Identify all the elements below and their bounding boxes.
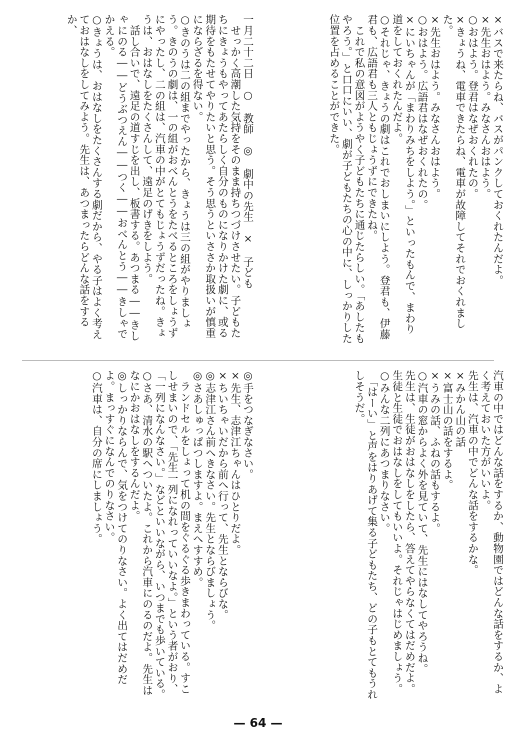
section-divider: [22, 360, 494, 361]
top-text-block-2: 一月二十二日 ○ 教師 ◎ 劇中の先生 × 子ども せっかく高潮した気持をそのまま持ちつづけさせたい。子どもたちにきょうもやってあたらしく自分のものになりかけた劇に、或る期待をもたせてやりたいと思う。そう思うといささか取扱いが慎重にならざるを得ない。 ○きのうは二の組までやったから、きょうは三の組がやりましょう。きのうの劇は、一の組がおべんとうをたべるところをしょうずにやったし、二の組は、汽車の中がとてもじょうずだったね。きょうは、おはなしをたくさんして、遠足のげきをしよう。 話し合いで、遠足の道すじを出し、板書する。あつまる――きしゃにのる――どうぶつえん――つく――おべんとう――きしゃでかえる。 ○きょうは、おはなしをたくさんする劇だから、やる子はよく考えておはなしをしてみよう。先生は、あつまったらどんな話をするか、: [65, 14, 254, 341]
bottom-text-block-1: 汽車の中ではどんな話をするか、動物園ではどんな話をするか、よく考えておいた方がいいよ。 先生は、汽車の中でどんな話をするかな。 ×みかん山の話 ×富士山の話をするよ。 ×うみの話、ふねの話もするよ。 ○汽車の窓からよく外を見ていて、先生にはなしてやろうね。 先生は、生徒がおはなしをしたら、答えてやらなくてはだめだよ。生徒と生徒でおはなしをしてもいいよ。それじゃはじめましょう。 ○みんな二列にあつまりなさい。 「はーい」と声をはりあげて集る子どもたち、どの子もとてもうれしそうだ。: [353, 370, 504, 700]
top-text-block-1: ×バスで来たらね、バスがパンクしておくれたんだよ。 ×先生おはよう。みなさんおはよう。 ○おはよう。登君はなぜおくれたの。 ×きょうね、電車できたらね、電車が故障してそれでおくれました。 ×先生おはよう。みなさんおはよう。 ○おはよう。広語君はなぜおくれたの。 ×にいちゃんが「まわりみちをしよう。」といったもんで、まわり道をしておくれたんだよ。 ○それじゃ、きょうの劇はこれでおしまいにしよう。登君も、伊藤君も、広語君も三人ともじょうずにできたね。 これで私の意図がようやく子どもたちに通じたらしい。「あしたもやろう。」と口口にいい、劇が子どもたちの心の中に、しっかりした位置を占めることができた。: [328, 14, 504, 344]
bottom-text-block-2: ◎手をつなぎなさい。 ×先生、志津江ちゃんはひとりだよ。 ×ちいちゃいだから前へ行って、先生とならびな。 ◎志津江さん前へきなさい。先生とならびましょう。 ◎さあしゅっぱつしますよ。まえへすすめ。 ランドセルをしょって机の間をぐるぐる歩きまわっている。すこしせまいので、「先生一列になれっていいなよ。」という者がおり、「一列になんなさい。」などといいながら、いつまでも歩いている。 ○さあ、清水の駅へついたよ。これから汽車にのるのだよ。先生はなにかおはなしをするんだよ。 ◎しっかりならんで、気をつけてのりなさい。よく出てはだめだよ。まっすぐになんでのりなさい。 ○汽車は、自分の席にしましょう。: [90, 370, 254, 700]
page-number: — 64 —: [233, 716, 283, 730]
